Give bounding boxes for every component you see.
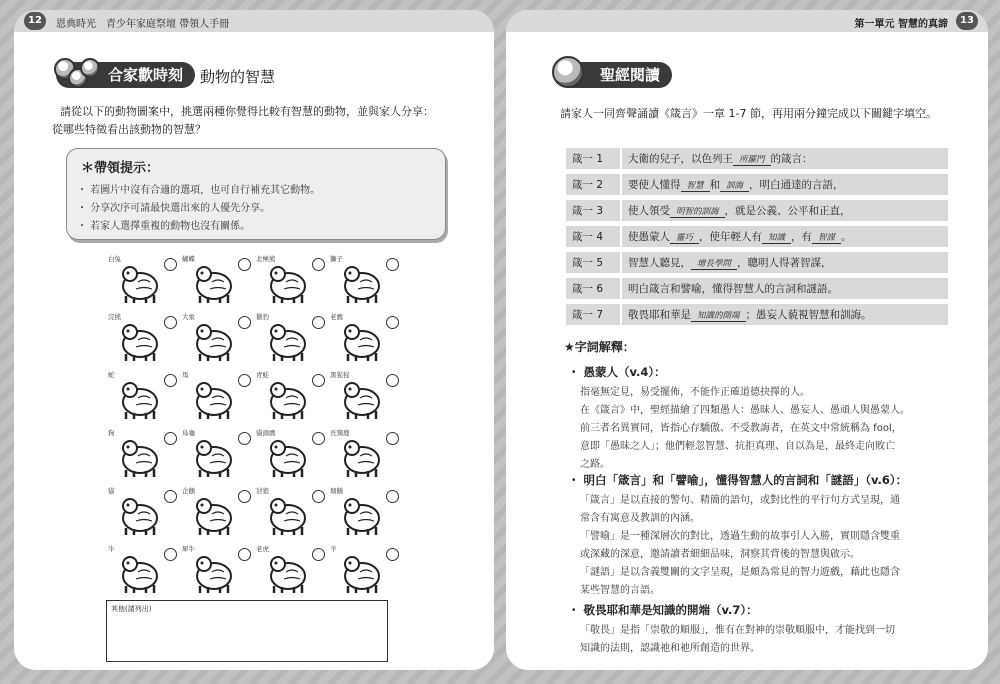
fill-in-blank[interactable]: 知識的開端 xyxy=(691,309,746,322)
animal-label: 塘鵝 xyxy=(330,487,343,495)
animal-option xyxy=(106,368,174,424)
verse-fragment: ，使年輕人有 xyxy=(699,231,763,243)
verse-table xyxy=(566,143,948,330)
select-circle[interactable] xyxy=(238,258,251,271)
animal-illustration xyxy=(192,436,236,478)
animal-option xyxy=(106,542,174,598)
animal-illustration xyxy=(266,436,310,478)
instruction-line-1: 請從以下的動物圖案中，挑選兩種你覺得比較有智慧的動物，並與家人分享： xyxy=(60,105,434,118)
glossary-definition xyxy=(580,384,952,474)
mascot-icon xyxy=(552,56,584,88)
verse-fragment: 使愚蒙人 xyxy=(628,231,670,243)
select-circle[interactable] xyxy=(312,432,325,445)
fill-in-blank[interactable]: 智謀 xyxy=(812,231,841,244)
animal-option xyxy=(180,368,248,424)
verse-fragment: ，明白通達的言語， xyxy=(749,179,844,191)
tip-item: ・ 若家人選擇重複的動物也沒有關係。 xyxy=(77,221,251,232)
animal-illustration xyxy=(118,552,162,594)
running-header-left: 恩典時光 青少年家庭祭壇 帶領人手冊 xyxy=(56,19,230,30)
verse-fragment: 明白箴言和譬喻，懂得智慧人的言詞和謎語。 xyxy=(628,283,838,295)
verse-reference: 箴一 3 xyxy=(566,200,622,221)
tip-item: ・ 分享次序可請最快選出來的人優先分享。 xyxy=(77,203,271,214)
verse-fragment: 敬畏耶和華是 xyxy=(628,309,691,321)
animal-option xyxy=(328,542,396,598)
verse-reference: 箴一 7 xyxy=(566,304,622,325)
tips-title: ＊帶領提示： xyxy=(81,161,160,176)
animal-option xyxy=(254,426,322,482)
animal-illustration xyxy=(340,320,384,362)
verse-row xyxy=(566,278,948,299)
verse-reference: 箴一 2 xyxy=(566,174,622,195)
glossary-term: ・ 明白「箴言」和「譬喻」，懂得智慧人的言詞和「謎語」（v.6）： xyxy=(568,473,908,487)
verse-text xyxy=(622,200,948,221)
page-number-right: 13 xyxy=(956,12,978,30)
animal-illustration xyxy=(340,552,384,594)
animal-illustration xyxy=(266,378,310,420)
verse-fragment: ，聰明人得著智謀， xyxy=(737,257,832,269)
animal-label: 老虎 xyxy=(256,545,269,553)
definition-line: 意即「愚昧之人」；他們輕忽智慧、抗拒真理、自以為是，最終走向敗亡 xyxy=(580,441,895,452)
verse-fragment: 。 xyxy=(841,231,852,243)
verse-row xyxy=(566,200,948,221)
select-circle[interactable] xyxy=(164,548,177,561)
mascot-icon xyxy=(80,58,100,78)
animal-label: 浣熊 xyxy=(108,313,121,321)
animal-illustration xyxy=(340,494,384,536)
definition-line: 或深藏的深意，邀請讀者細細品味，洞察其背後的智慧與啟示。 xyxy=(580,549,860,560)
definition-line: 之路。 xyxy=(580,459,610,470)
tip-item: ・ 若圖片中沒有合適的選項，也可自行補充其它動物。 xyxy=(77,185,321,196)
left-page xyxy=(14,10,494,670)
definition-line: 常含有寓意及教訓的內涵。 xyxy=(580,513,700,524)
definition-line: 「譬喻」是一種深層次的對比，透過生動的故事引人入勝，實則隱含雙重 xyxy=(580,531,900,542)
right-page xyxy=(506,10,988,670)
fill-in-blank[interactable]: 智慧 xyxy=(681,179,710,192)
animal-illustration xyxy=(192,378,236,420)
animal-label: 蝴蝶 xyxy=(182,255,195,263)
section-subtitle: 動物的智慧 xyxy=(200,68,276,86)
animal-option xyxy=(328,310,396,366)
other-animals-box[interactable] xyxy=(106,600,388,662)
animal-illustration xyxy=(340,262,384,304)
select-circle[interactable] xyxy=(164,490,177,503)
verse-reference: 箴一 6 xyxy=(566,278,622,299)
animal-illustration xyxy=(118,262,162,304)
animal-label: 老鷹 xyxy=(330,313,343,321)
verse-text xyxy=(622,304,948,325)
fill-in-blank[interactable]: 所羅門 xyxy=(733,153,771,166)
verse-text xyxy=(622,278,948,299)
animal-option xyxy=(180,484,248,540)
select-circle[interactable] xyxy=(238,432,251,445)
animal-option xyxy=(254,484,322,540)
verse-fragment: 使人領受 xyxy=(628,205,670,217)
animal-illustration xyxy=(192,262,236,304)
animal-label: 白兔 xyxy=(108,255,121,263)
animal-label: 長頸鹿 xyxy=(330,429,350,437)
section-title-text: 聖經閱讀 xyxy=(600,66,661,84)
animal-illustration xyxy=(340,378,384,420)
select-circle[interactable] xyxy=(312,490,325,503)
animal-option xyxy=(254,368,322,424)
verse-text xyxy=(622,252,948,273)
glossary-definition xyxy=(580,492,952,600)
animal-label: 牛 xyxy=(108,545,115,553)
glossary-title: ★字詞解釋： xyxy=(564,340,635,354)
animal-option xyxy=(254,542,322,598)
select-circle[interactable] xyxy=(386,316,399,329)
select-circle[interactable] xyxy=(238,316,251,329)
verse-text xyxy=(622,174,948,195)
select-circle[interactable] xyxy=(238,548,251,561)
instruction-line-2: 從哪些特徵看出該動物的智慧？ xyxy=(52,123,206,136)
verse-reference: 箴一 1 xyxy=(566,148,622,169)
animal-label: 狗 xyxy=(108,429,115,437)
verse-row xyxy=(566,148,948,169)
verse-fragment: 大衛的兒子，以色列王 xyxy=(628,153,733,165)
animal-illustration xyxy=(118,436,162,478)
animal-option xyxy=(254,252,322,308)
select-circle[interactable] xyxy=(238,490,251,503)
fill-in-blank[interactable]: 訓誨 xyxy=(720,179,749,192)
other-animals-label: 其他(請列出) xyxy=(111,605,152,613)
animal-illustration xyxy=(118,378,162,420)
select-circle[interactable] xyxy=(312,258,325,271)
definition-line: 在《箴言》中，聖經描繪了四類愚人：愚昧人、愚妄人、愚頑人與愚蒙人。 xyxy=(580,405,910,416)
verse-row xyxy=(566,174,948,195)
animal-option xyxy=(328,252,396,308)
select-circle[interactable] xyxy=(238,374,251,387)
animal-option xyxy=(328,484,396,540)
animal-label: 蛇 xyxy=(108,371,115,379)
select-circle[interactable] xyxy=(164,432,177,445)
animal-option xyxy=(180,252,248,308)
verse-fragment: 和 xyxy=(709,179,721,191)
bible-instruction: 請家人一同齊聲誦讀《箴言》一章 1-7 節，再用兩分鐘完成以下關鍵字填空。 xyxy=(560,107,937,120)
select-circle[interactable] xyxy=(312,374,325,387)
verse-reference: 箴一 5 xyxy=(566,252,622,273)
animal-option xyxy=(254,310,322,366)
definition-line: 指毫無定見，易受擺佈，不能作正確道德抉擇的人。 xyxy=(580,387,810,398)
animal-option xyxy=(106,252,174,308)
animal-label: 獵豹 xyxy=(256,313,269,321)
animal-option xyxy=(106,426,174,482)
animal-option xyxy=(328,368,396,424)
animal-illustration xyxy=(192,494,236,536)
animal-label: 黑猩猩 xyxy=(330,371,350,379)
animal-illustration xyxy=(192,552,236,594)
select-circle[interactable] xyxy=(312,316,325,329)
animal-label: 北極熊 xyxy=(256,255,276,263)
animal-option xyxy=(180,426,248,482)
animal-option xyxy=(180,310,248,366)
definition-line: 「敬畏」是指「崇敬的順服」，惟有在對神的崇敬順服中，才能找到一切 xyxy=(580,625,895,636)
select-circle[interactable] xyxy=(164,258,177,271)
verse-reference: 箴一 4 xyxy=(566,226,622,247)
animal-label: 豺狼 xyxy=(256,487,269,495)
animal-illustration xyxy=(340,436,384,478)
verse-text xyxy=(622,226,948,247)
animal-option xyxy=(328,426,396,482)
verse-fragment: ，有 xyxy=(791,231,813,243)
animal-label: 獅子 xyxy=(330,255,343,263)
glossary-term: ・ 愚蒙人（v.4）： xyxy=(568,365,666,379)
glossary-definition xyxy=(580,622,952,658)
fill-in-blank[interactable]: 知識 xyxy=(762,231,791,244)
fill-in-blank[interactable]: 靈巧 xyxy=(670,231,699,244)
verse-fragment: 的箴言： xyxy=(770,153,813,165)
animal-label: 烏龜 xyxy=(182,429,195,437)
select-circle[interactable] xyxy=(164,316,177,329)
verse-fragment: 智慧人聽見， xyxy=(628,257,691,269)
animal-label: 貓 xyxy=(108,487,115,495)
verse-fragment: 要使人懂得 xyxy=(628,179,681,191)
definition-line: 某些智慧的言語。 xyxy=(580,585,660,596)
animal-illustration xyxy=(266,320,310,362)
animal-label: 馬 xyxy=(182,371,189,379)
section-title-text: 合家歡時刻 xyxy=(108,66,184,84)
definition-line: 「謎語」是以含義雙關的文字呈現，是頗為常見的智力遊戲，藉此也隱含 xyxy=(580,567,900,578)
animal-illustration xyxy=(192,320,236,362)
animal-label: 羊 xyxy=(330,545,337,553)
select-circle[interactable] xyxy=(386,490,399,503)
select-circle[interactable] xyxy=(386,258,399,271)
animal-illustration xyxy=(118,320,162,362)
fill-in-blank[interactable]: 增長學問 xyxy=(691,257,737,270)
verse-row xyxy=(566,304,948,325)
fill-in-blank[interactable]: 明智的訓誨 xyxy=(670,205,725,218)
page-number-left: 12 xyxy=(24,12,46,30)
definition-line: 前三者名異實同，皆指心存驕傲、不受教誨者，在英文中常統稱為 fool， xyxy=(580,423,902,434)
animal-label: 企鵝 xyxy=(182,487,195,495)
select-circle[interactable] xyxy=(312,548,325,561)
tips-box xyxy=(66,148,446,240)
definition-line: 知識的法則，認識祂和祂所創造的世界。 xyxy=(580,643,760,654)
verse-row xyxy=(566,252,948,273)
animal-illustration xyxy=(266,552,310,594)
verse-text xyxy=(622,148,948,169)
animal-label: 大象 xyxy=(182,313,195,321)
animal-label: 青蛙 xyxy=(256,371,269,379)
animal-illustration xyxy=(266,494,310,536)
verse-fragment: ，就是公義、公平和正直， xyxy=(724,205,851,217)
running-header-right: 第一單元 智慧的真諦 xyxy=(854,19,948,30)
animal-illustration xyxy=(118,494,162,536)
animal-label: 貓頭鷹 xyxy=(256,429,276,437)
verse-fragment: ；愚妄人藐視智慧和訓誨。 xyxy=(745,309,872,321)
select-circle[interactable] xyxy=(164,374,177,387)
glossary-term: ・ 敬畏耶和華是知識的開端（v.7）： xyxy=(568,603,758,617)
animal-option xyxy=(106,310,174,366)
animal-option xyxy=(106,484,174,540)
select-circle[interactable] xyxy=(386,548,399,561)
animal-label: 犀牛 xyxy=(182,545,195,553)
definition-line: 「箴言」是以直接的警句、精簡的語句，或對比性的平行句方式呈現，通 xyxy=(580,495,900,506)
animal-illustration xyxy=(266,262,310,304)
verse-row xyxy=(566,226,948,247)
animal-option xyxy=(180,542,248,598)
select-circle[interactable] xyxy=(386,432,399,445)
select-circle[interactable] xyxy=(386,374,399,387)
